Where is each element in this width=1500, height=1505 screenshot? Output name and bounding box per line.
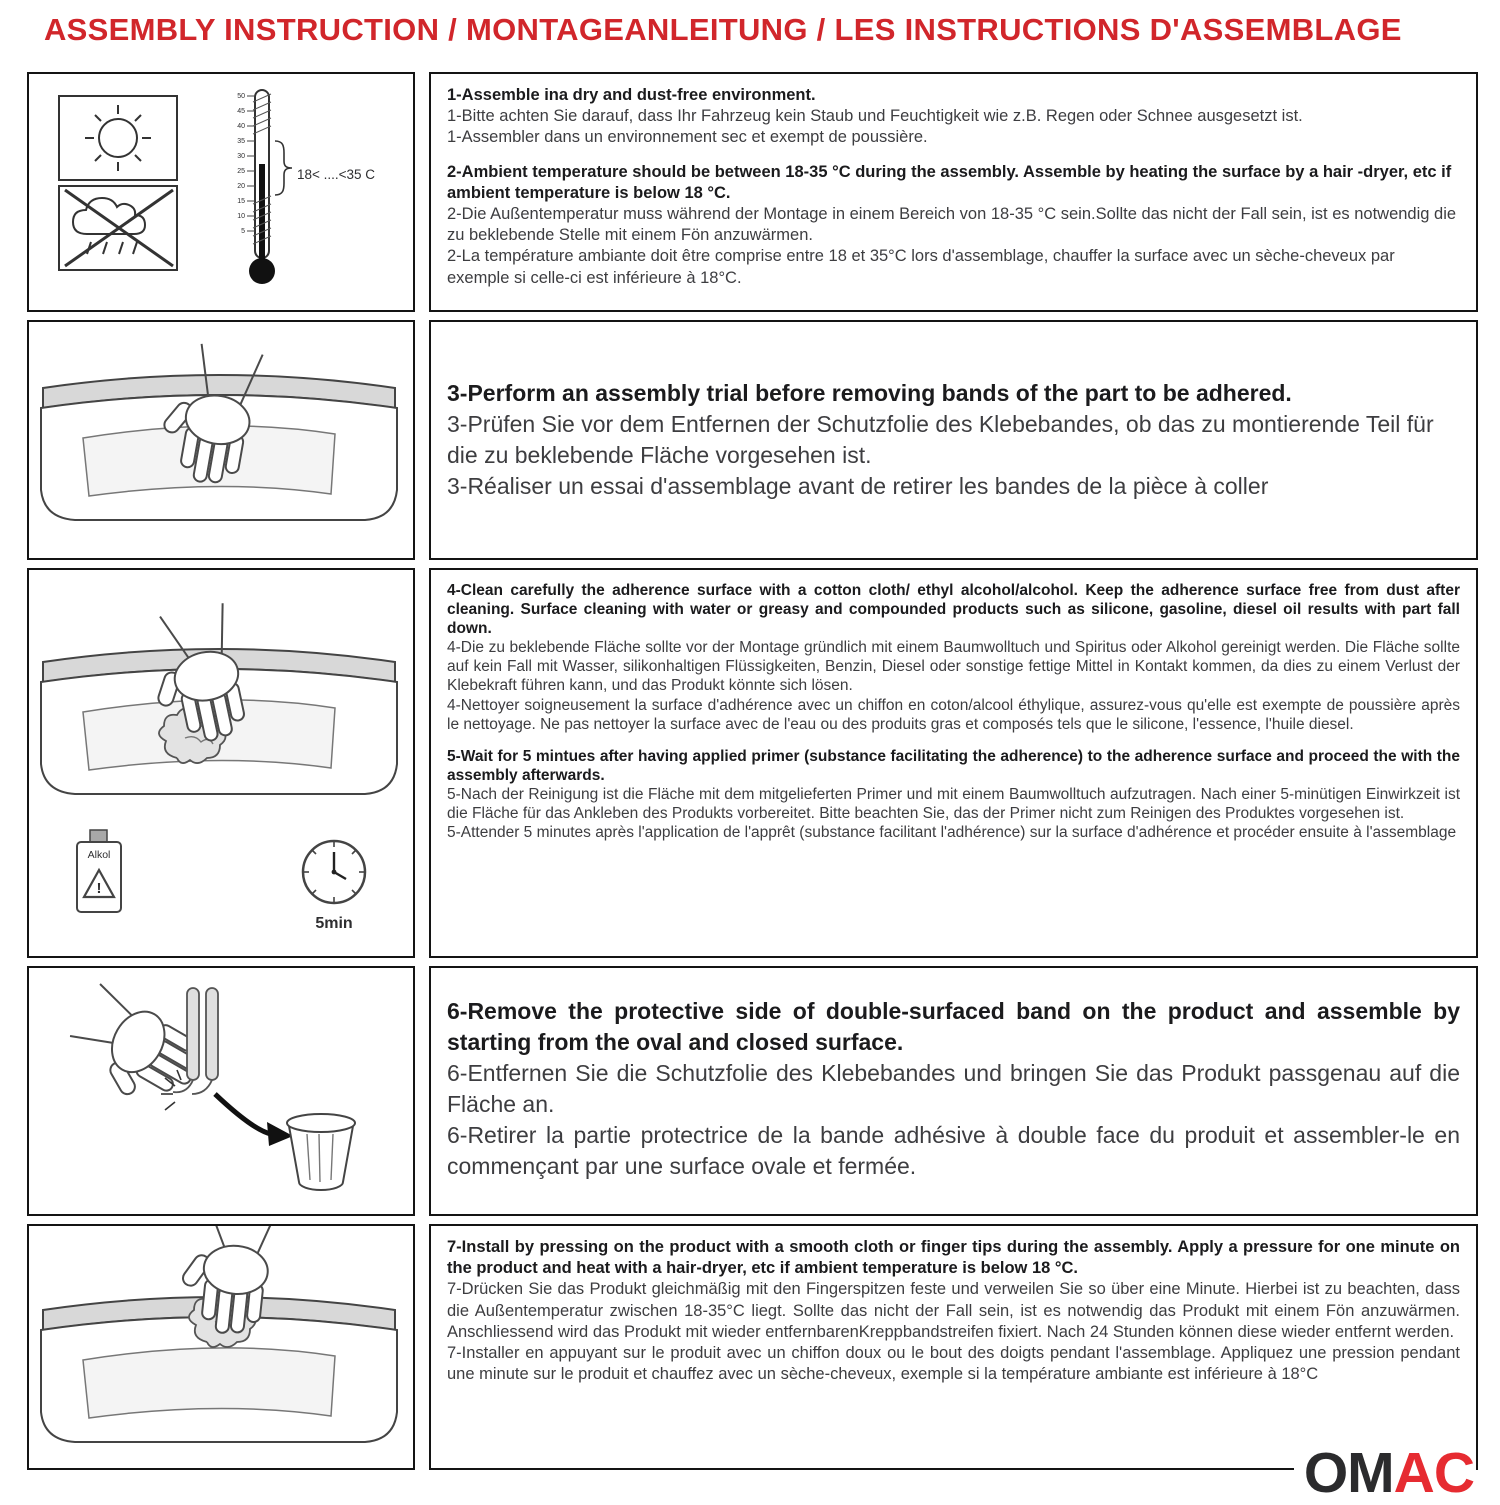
thermo-tick: 20 xyxy=(237,183,245,190)
press-install-illustration xyxy=(29,1226,409,1468)
arrow-icon xyxy=(215,1094,293,1146)
thermo-tick: 25 xyxy=(237,168,245,175)
thermo-tick: 10 xyxy=(237,213,245,220)
peel-illustration-box xyxy=(27,966,415,1216)
step1-de: 1-Bitte achten Sie darauf, dass Ihr Fahrzeug kein Staub und Feuchtigkeit wie z.B. Regen oder Schnee ausgesetzt ist. xyxy=(447,107,1303,126)
step3-fr: 3-Réaliser un essai d'assemblage avant de retirer les bandes de la pièce à coller xyxy=(447,473,1269,499)
omac-logo xyxy=(1294,1441,1476,1504)
step-7-text xyxy=(429,1224,1478,1470)
step4-en: 4-Clean carefully the adherence surface with a cotton cloth/ ethyl alcohol/alcohol. Keep the adherence surface free from dust after cleaning. Surface cleaning with water or greasy and compounded products such as silicone, gasoline, diesel oil results with part fall down. xyxy=(447,582,1460,638)
cleaning-illustration xyxy=(29,570,409,956)
step5-en: 5-Wait for 5 mintues after having applied primer (substance facilitating the adherence) to the adherence surface and proceed the with the assembly afterwards. xyxy=(447,747,1460,784)
thermo-tick: 45 xyxy=(237,108,245,115)
step-row-3 xyxy=(27,568,1478,958)
bottle-label: Alkol xyxy=(87,849,111,861)
thermo-tick: 5 xyxy=(241,228,245,235)
step6-fr: 6-Retirer la partie protectrice de la bande adhésive à double face du produit et assembler-le en commençant par une surface ovale et fermée. xyxy=(447,1122,1460,1179)
climate-illustration xyxy=(29,74,409,310)
step1-en: 1-Assemble ina dry and dust-free environment. xyxy=(447,86,816,104)
thermo-tick: 50 xyxy=(237,93,245,100)
sun-icon xyxy=(85,105,151,171)
step3-en: 3-Perform an assembly trial before removing bands of the part to be adhered. xyxy=(447,380,1292,406)
step5-de: 5-Nach der Reinigung ist die Fläche mit dem mitgelieferten Primer und mit einem Baumwolltuch aufzutragen. Nach einer 5-minütigen Einwirkzeit ist die Fläche für das Ankleben des Produkts vorbereitet. Bitte beachten Sie, das der Primer nicht zum Reinigen des Produktes vorgesehen ist. xyxy=(447,785,1460,823)
step-row-4 xyxy=(27,966,1478,1216)
step7-de: 7-Drücken Sie das Produkt gleichmäßig mit den Fingerspitzen feste und verweilen Sie so über eine Minute. Hierbei ist zu beachten, dass die Außentemperatur zwischen 18-35°C liegt. Sollte das nicht der Fall sein, ist es notwendig das Produkt mit einem Fön anzuwärmen. Anschliessend wird das Produkt mit wieder entfernbarenKreppbandstreifen fixiert. Nach 24 Stunden können diese wieder entfernt werden. xyxy=(447,1280,1460,1341)
step6-de: 6-Entfernen Sie die Schutzfolie des Klebebandes und bringen Sie das Produkt passgenau auf die Fläche an. xyxy=(447,1060,1460,1117)
cleaning-illustration-box xyxy=(27,568,415,958)
logo-text-red: AC xyxy=(1393,1441,1474,1505)
step-row-1 xyxy=(27,72,1478,312)
logo-text-dark: OM xyxy=(1303,1441,1394,1505)
thermo-tick: 40 xyxy=(237,123,245,130)
step-row-5 xyxy=(27,1224,1478,1470)
thermometer-icon xyxy=(237,90,275,284)
no-rain-icon xyxy=(65,190,173,266)
alcohol-bottle-icon xyxy=(77,830,121,912)
warning-exclamation: ! xyxy=(96,880,102,897)
step7-fr: 7-Installer en appuyant sur le produit avec un chiffon doux ou le bout des doigts pendant l'assemblage. Appliquez une pression pendant une minute sur le produit et chauffez avec un sèche-cheveux, exemple si la température ambiante est inférieure à 18°C xyxy=(447,1344,1460,1384)
step2-en: 2-Ambient temperature should be between 18-35 °C during the assembly. Assemble by heating the surface by a hair -dryer, etc if ambient temperature is below 18 °C. xyxy=(447,162,1452,202)
step5-fr: 5-Attender 5 minutes après l'application de l'apprêt (substance facilitant l'adhérence) sur la surface d'adhérence et procéder ensuite à l'assemblage xyxy=(447,824,1457,842)
range-brace xyxy=(275,141,292,195)
trial-illustration-box xyxy=(27,320,415,560)
step3-de: 3-Prüfen Sie vor dem Entfernen der Schutzfolie des Klebebandes, ob das zu montierende Teil für die zu beklebende Fläche vorgesehen ist. xyxy=(447,411,1434,468)
climate-illustration-box xyxy=(27,72,415,312)
step-1-2-text xyxy=(429,72,1478,312)
step-4-5-text xyxy=(429,568,1478,958)
temperature-range-label: 18< ....<35 C xyxy=(297,167,376,182)
assembly-trial-illustration xyxy=(29,322,409,558)
clock-icon xyxy=(303,841,365,903)
step1-fr: 1-Assembler dans un environnement sec et exempt de poussière. xyxy=(447,128,928,147)
step6-en: 6-Remove the protective side of double-surfaced band on the product and assemble by starting from the oval and closed surface. xyxy=(447,998,1460,1055)
trash-can-icon xyxy=(287,1114,355,1190)
peel-band-illustration xyxy=(29,968,409,1214)
thermo-tick: 15 xyxy=(237,198,245,205)
clock-label: 5min xyxy=(315,915,353,932)
press-illustration-box xyxy=(27,1224,415,1470)
step4-de: 4-Die zu beklebende Fläche sollte vor der Montage gründlich mit einem Baumwolltuch und Spiritus oder Alkohol gereinigt werden. Die Fläche sollte auf kein Fall mit Wasser, silikonhaltigen Flüssigkeiten, Benzin, Diesel oder sonstige fettige Mittel in Kontakt kommen, da dies zu einem Verlust der Klebekraft führen kann, und das Produkt könnte sich lösen. xyxy=(447,639,1460,695)
step2-de: 2-Die Außentemperatur muss während der Montage in einem Bereich von 18-35 °C sein.Sollte das nicht der Fall sein, ist es notwendig die zu beklebende Stelle mit einem Fön anzuwärmen. xyxy=(447,205,1457,245)
thermo-tick: 30 xyxy=(237,153,245,160)
step-row-2 xyxy=(27,320,1478,560)
step-3-text xyxy=(429,320,1478,560)
page-title: ASSEMBLY INSTRUCTION / MONTAGEANLEITUNG / LES INSTRUCTIONS D'ASSEMBLAGE xyxy=(44,12,1402,47)
thermo-tick: 35 xyxy=(237,138,245,145)
step2-fr: 2-La température ambiante doit être comprise entre 18 et 35°C lors d'assemblage, chauffer la surface avec un sèche-cheveux par exemple si celle-ci est inférieure à 18°C. xyxy=(447,247,1395,287)
step4-fr: 4-Nettoyer soigneusement la surface d'adhérence avec un chiffon en coton/alcool éthylique, assurez-vous qu'elle est exempte de poussière après le nettoyage. Ne pas nettoyer la surface avec de l'eau ou des produits gras et composés tels que le silicone, l'essence, l'huile diesel. xyxy=(447,696,1460,733)
step7-en: 7-Install by pressing on the product with a smooth cloth or finger tips during the assembly. Apply a pressure for one minute on the product and heat with a hair-dryer, etc if ambient temperature is below 18 °C. xyxy=(447,1238,1460,1278)
step-6-text xyxy=(429,966,1478,1216)
